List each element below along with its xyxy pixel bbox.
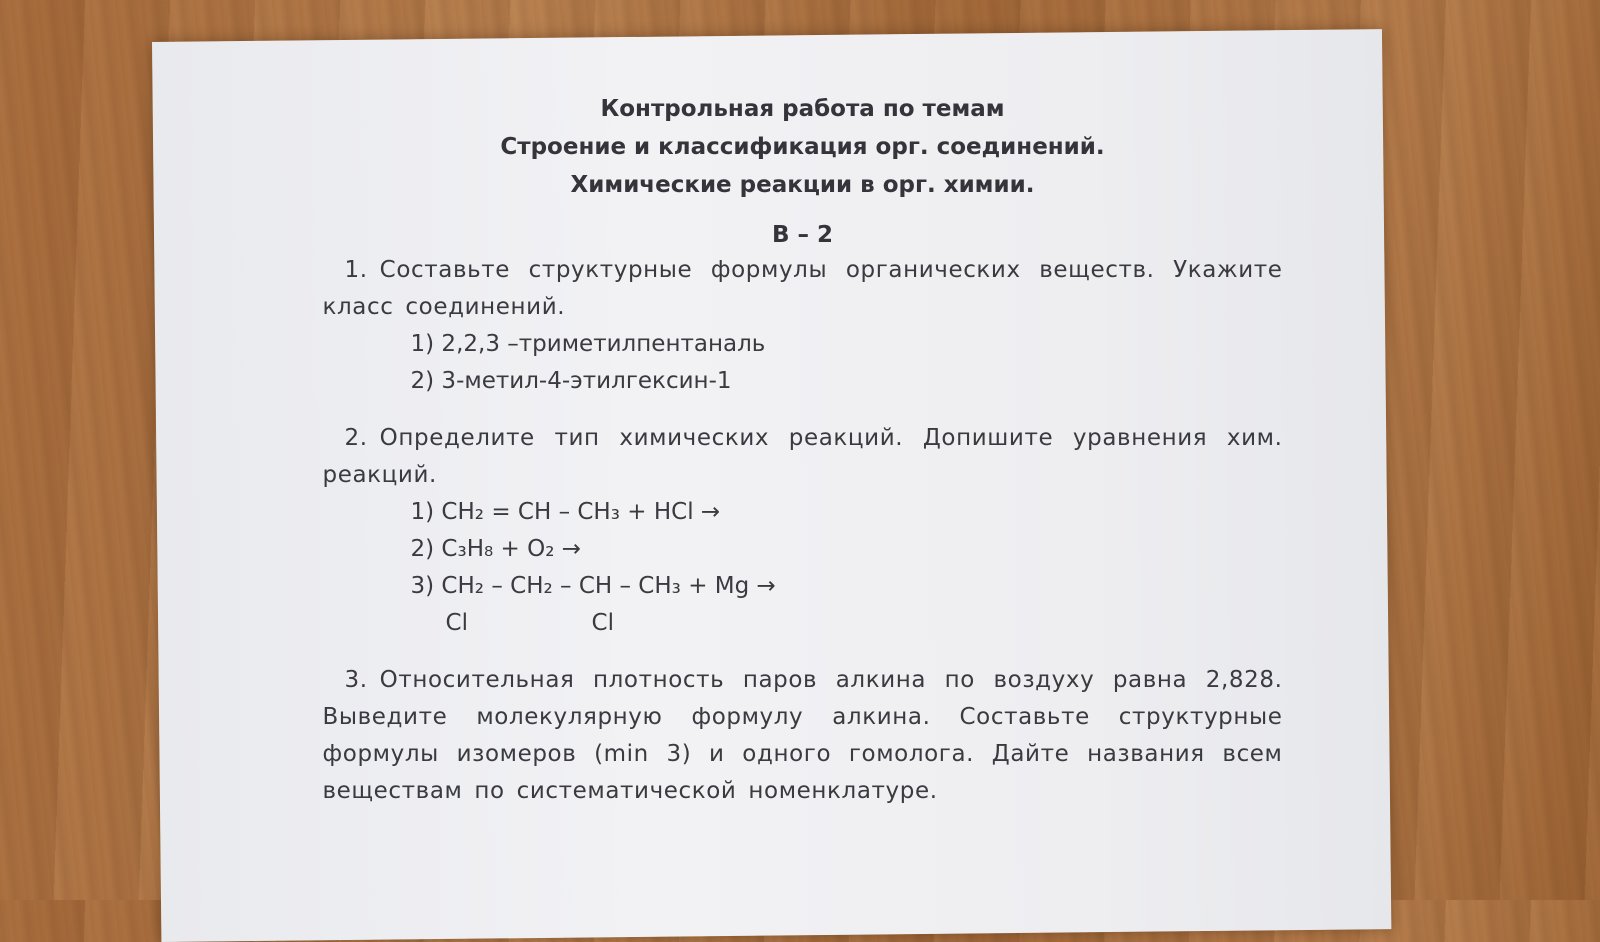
equation-3-substituents: [446, 605, 1283, 642]
substituent-cl-2: Cl: [591, 610, 614, 637]
equation-2: 2) C₃H₈ + O₂ →: [410, 536, 582, 563]
variant-label: В – 2: [771, 222, 834, 249]
task-3-number: 3.: [344, 667, 368, 694]
task-2: [323, 420, 1283, 494]
document-title: [323, 90, 1283, 204]
document-content: [323, 90, 1283, 810]
task-3-text: Относительная плотность паров алкина по воздуху равна 2,828. Выведите молекулярную формулу алкина. Составьте структурные формулы изомеров (min 3) и одного гомолога. Дайте названия всем веществам по систематической номенклатуре.: [322, 667, 1283, 805]
task-2-text: Определите тип химических реакций. Допишите уравнения хим. реакций.: [322, 425, 1283, 489]
task-3: [323, 662, 1283, 810]
task-1-item-2: 2) 3-метил-4-этилгексин-1: [410, 368, 732, 395]
task-1-item-1: 1) 2,2,3 –триметилпентаналь: [410, 331, 766, 358]
title-line-3: Химические реакции в орг. химии.: [570, 172, 1035, 199]
substituent-cl-1: Cl: [445, 610, 468, 637]
title-line-2: Строение и классификация орг. соединений.: [500, 134, 1105, 161]
task-1-text: Составьте структурные формулы органических веществ. Укажите класс соединений.: [322, 257, 1283, 321]
equation-1: 1) CH₂ = CH – CH₃ + HCl →: [410, 499, 721, 526]
title-line-1: Контрольная работа по темам: [600, 96, 1005, 123]
equation-3: 3) CH₂ – CH₂ – CH – CH₃ + Mg →: [410, 573, 776, 600]
task-2-number: 2.: [344, 425, 368, 452]
task-1: [323, 252, 1283, 326]
paper-sheet: [152, 29, 1391, 942]
task-1-number: 1.: [344, 257, 368, 284]
